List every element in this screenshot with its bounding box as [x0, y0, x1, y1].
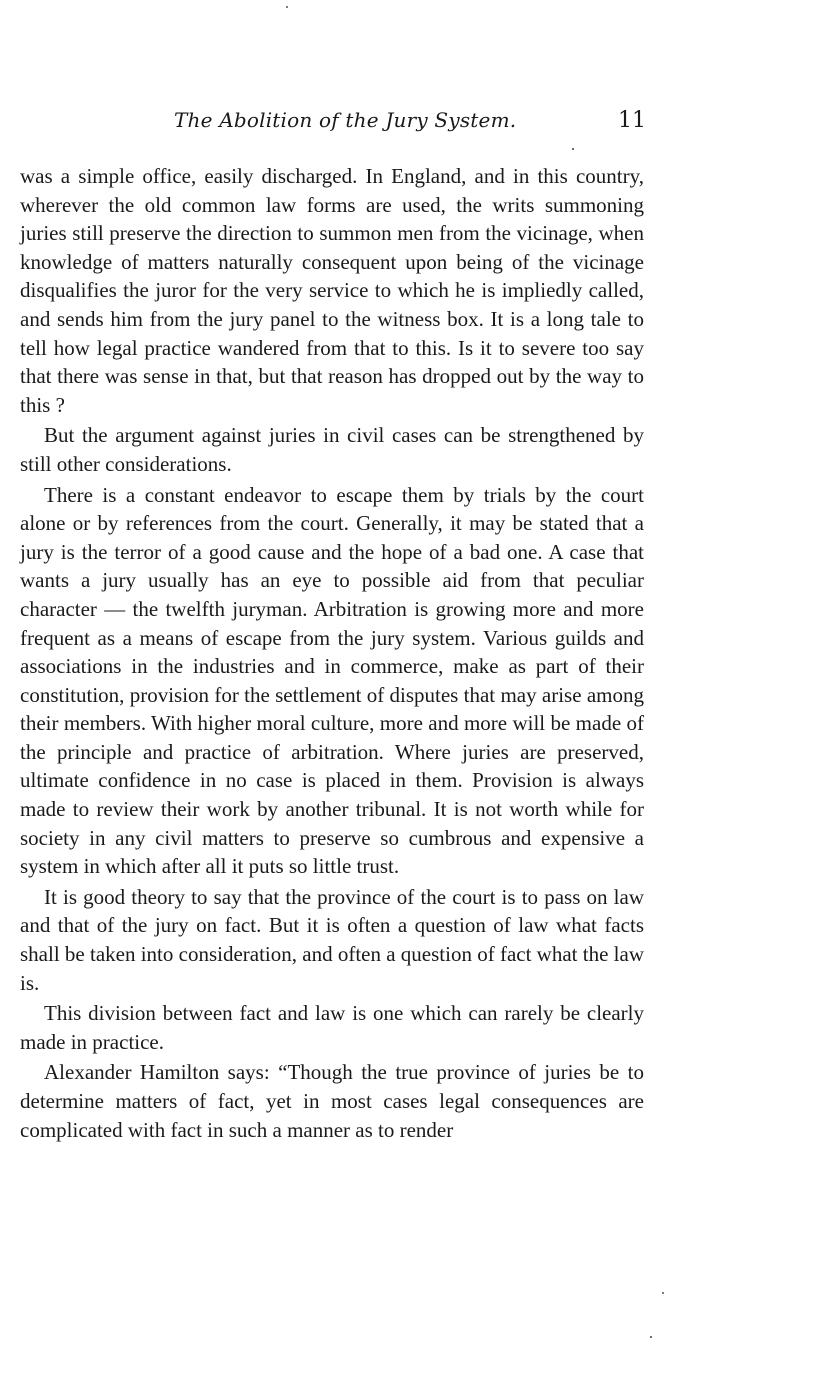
paragraph-4: It is good theory to say that the province of the court is to pass on law and that of the jury on fact. But it is often a question of law what facts shall be taken into consideration, and often a question of fact what the law is. [20, 884, 644, 995]
paragraph-3: There is a constant endeavor to escape them by trials by the court alone or by references from the court. Generally, it may be stated that a jury is the terror of a good cause and the hope of a bad one. A case that wants a jury usually has an eye to possible aid from that peculiar character — the twelfth juryman. Arbitration is growing more and more frequent as a means of escape from the jury system. Various guilds and associations in the industries and in commerce, make as part of their constitution, provision for the settlement of disputes that may arise among their members. With higher moral culture, more and more will be made of the principle and practice of arbitration. Where juries are preserved, ultimate confidence in no case is placed in them. Provision is always made to review their work by another tribunal. It is not worth while for society in any civil matters to preserve so cumbrous and expensive a system in which after all it puts so little trust. [20, 482, 644, 879]
paragraph-1: was a simple office, easily discharged. In England, and in this country, wherever the old common law forms are used, the writs summoning juries still preserve the direction to summon men from the vicinage, when knowledge of matters naturally consequent upon being of the vicinage disqualifies the juror for the very service to which he is impliedly called, and sends him from the jury panel to the witness box. It is a long tale to tell how legal practice wandered from that to this. Is it to severe too say that there was sense in that, but that reason has dropped out by the way to this ? [20, 164, 644, 417]
body-text [20, 162, 644, 1146]
print-speck [572, 148, 574, 150]
paragraph-2: But the argument against juries in civil cases can be strengthened by still other considerations. [20, 423, 644, 476]
print-speck [662, 1292, 664, 1294]
running-title: The Abolition of the Jury System. [174, 108, 517, 132]
page-number: 11 [618, 108, 646, 133]
paragraph-5: This division between fact and law is one which can rarely be clearly made in practice. [20, 1001, 644, 1054]
page-header [22, 108, 646, 138]
print-speck [286, 6, 288, 8]
print-speck [650, 1336, 652, 1338]
paragraph-6: Alexander Hamilton says: “Though the true province of juries be to determine matters of fact, yet in most cases legal consequences are complicated with fact in such a manner as to render [20, 1060, 644, 1142]
